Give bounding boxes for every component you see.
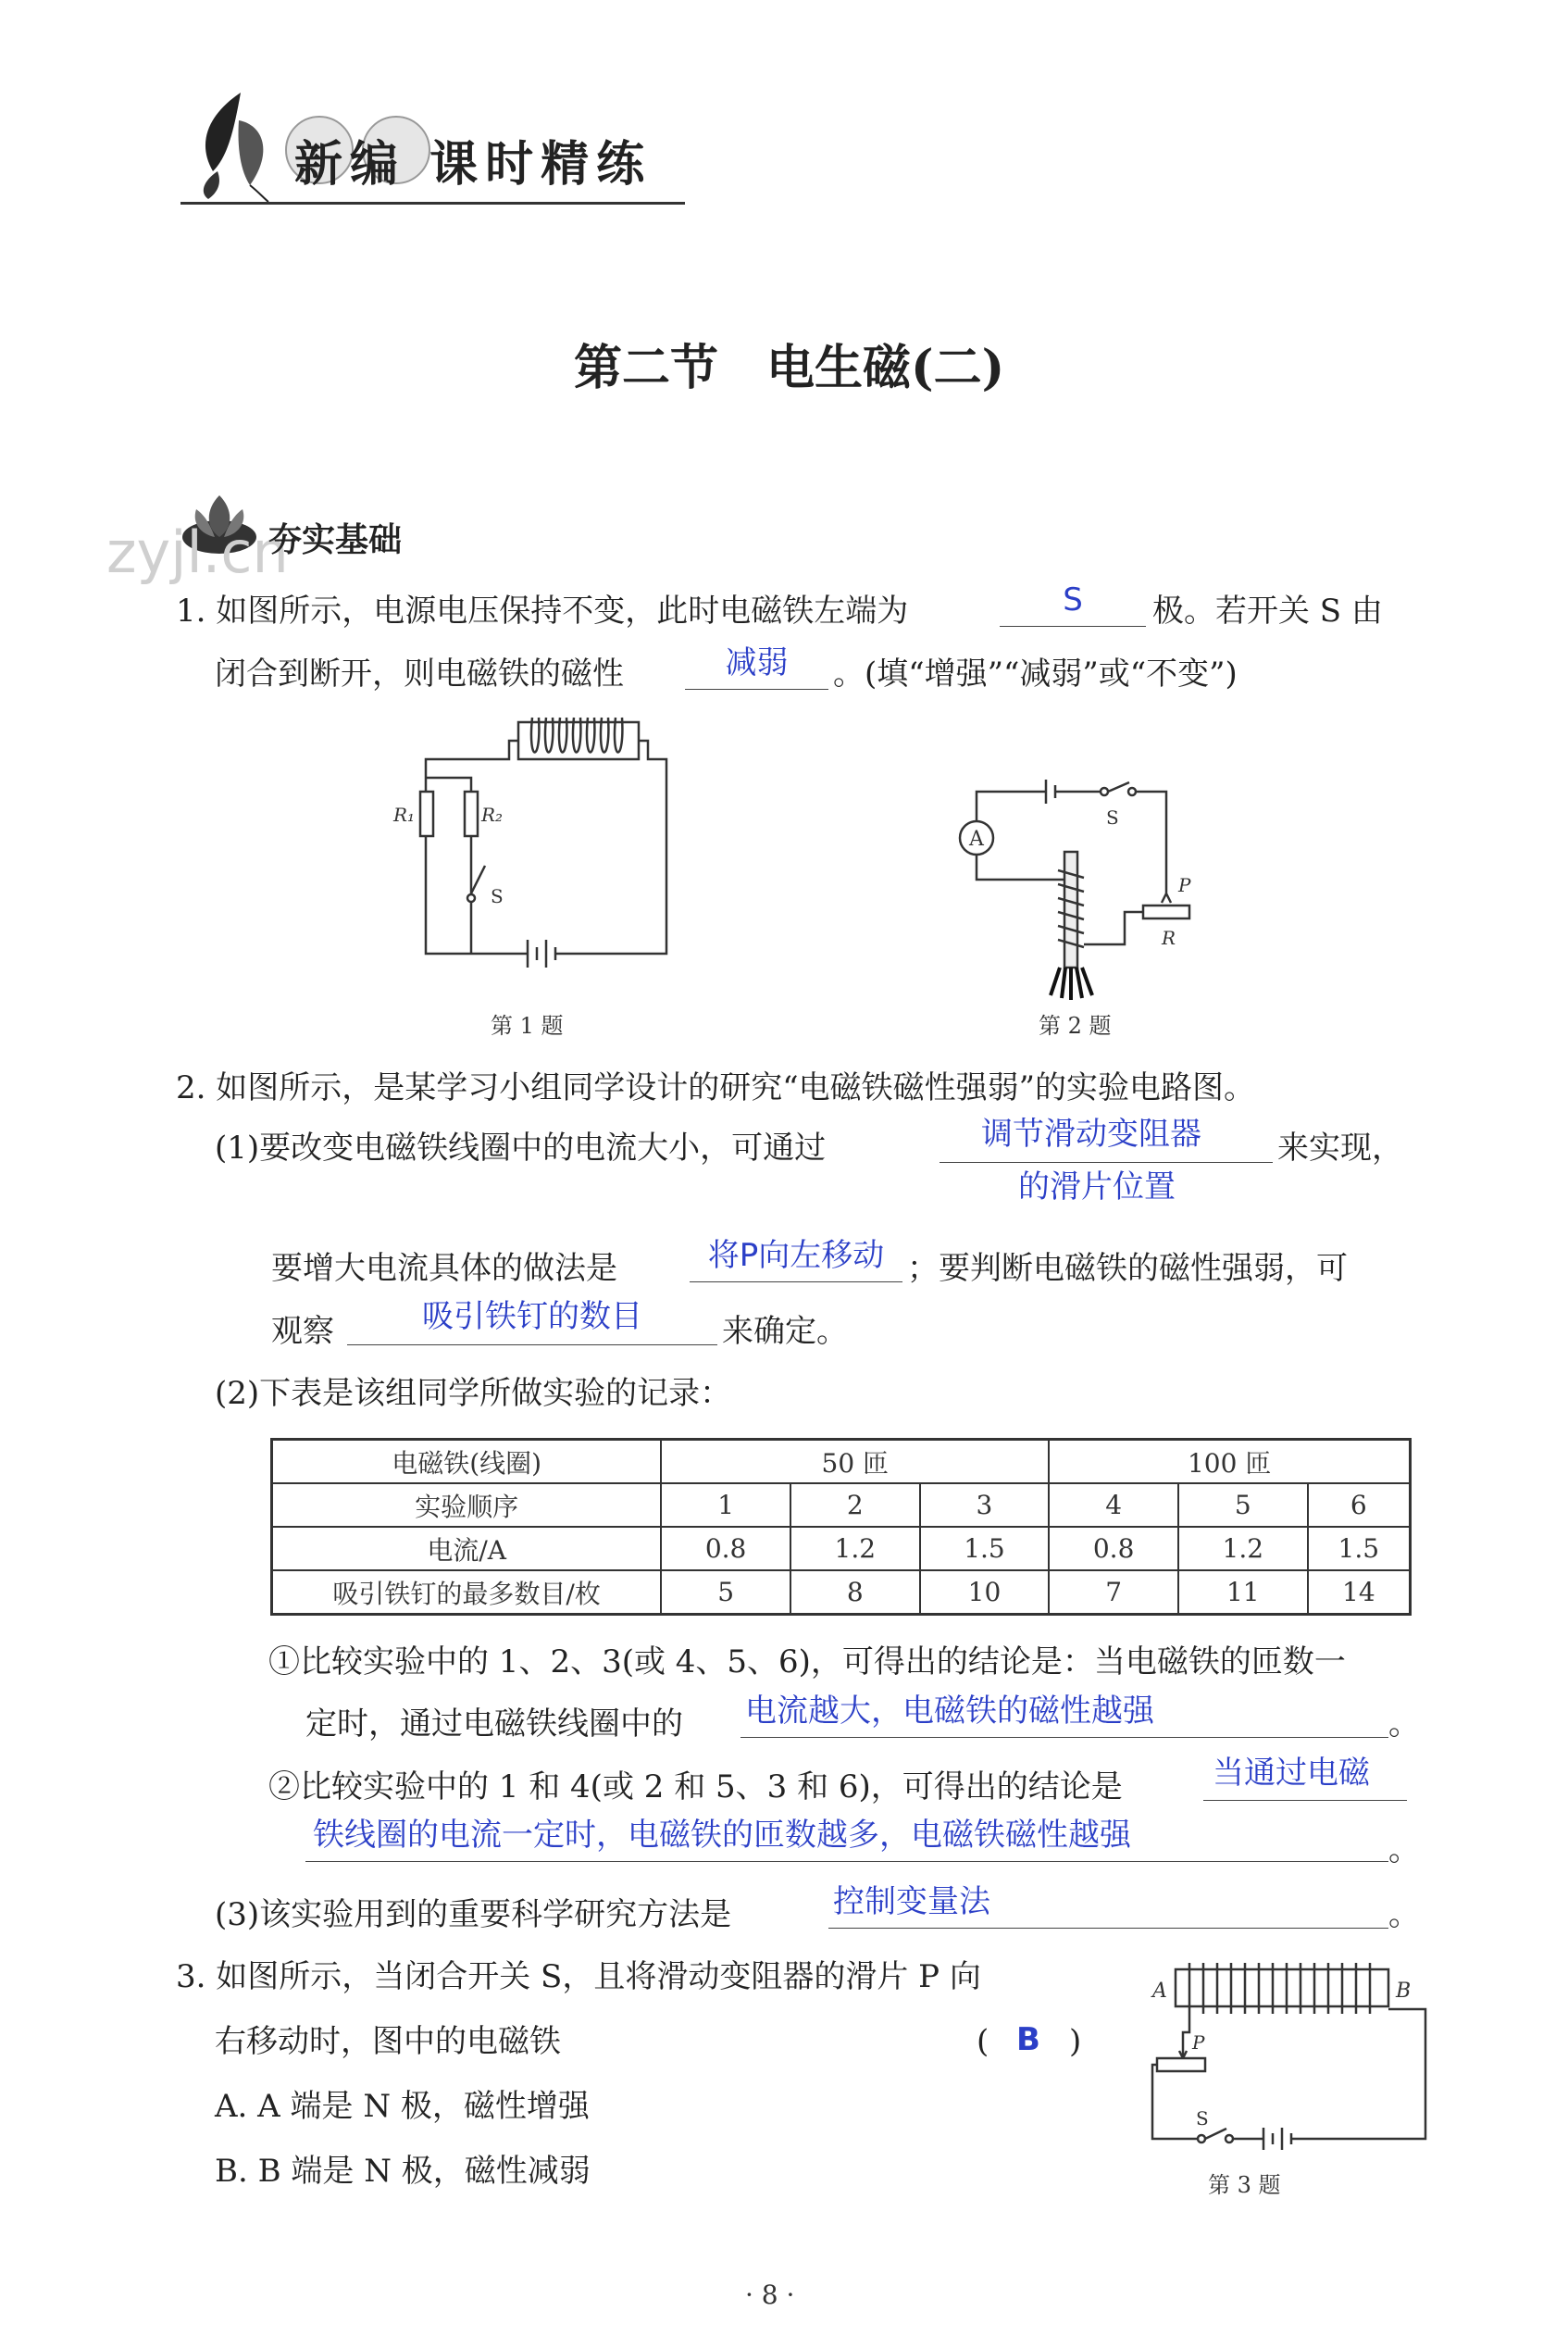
fig1-resistor-r2 — [465, 792, 478, 836]
table-cell: 1.5 — [1308, 1527, 1411, 1570]
table-cell: 2 — [790, 1483, 920, 1527]
q3-option-a: A. A 端是 N 极，磁性增强 — [215, 2088, 590, 2125]
q2-p1-answer-3: 将P向左移动 — [690, 1237, 902, 1282]
q1-line1-text: 1. 如图所示，电源电压保持不变，此时电磁铁左端为 — [176, 593, 909, 630]
q1-line1-tail: 极。若开关 S 由 — [1152, 593, 1383, 630]
table-cell: 5 — [661, 1570, 790, 1615]
fig3-battery — [1263, 2128, 1291, 2150]
q2-p1-line3-tail: 来确定。 — [722, 1313, 848, 1350]
figure-3-circuit — [1148, 1958, 1444, 2143]
fig3-label-p: P — [1192, 2031, 1205, 2054]
q2-p1-text: (1)要改变电磁铁线圈中的电流大小，可通过 — [215, 1130, 827, 1167]
q2-p3-end: 。 — [1388, 1896, 1420, 1933]
fig2-nails — [1051, 968, 1092, 1000]
table-cell: 7 — [1049, 1570, 1178, 1615]
q2-c2-end: 。 — [1388, 1831, 1420, 1868]
fig2-label-r: R — [1162, 927, 1176, 949]
table-cell: 吸引铁钉的最多数目/枚 — [272, 1570, 662, 1615]
table-cell: 1.2 — [1178, 1527, 1308, 1570]
table-row — [272, 1483, 1411, 1527]
fig3-rheostat — [1157, 2058, 1205, 2071]
table-cell: 3 — [920, 1483, 1050, 1527]
q1-line2-text: 闭合到断开，则电磁铁的磁性 — [215, 656, 624, 693]
header-logo — [176, 83, 694, 213]
q2-p3-text: (3)该实验用到的重要科学研究方法是 — [215, 1896, 732, 1933]
q3-paren-left: ( — [977, 2023, 989, 2060]
table-cell: 电流/A — [272, 1527, 662, 1570]
fig1-battery — [528, 940, 555, 968]
fig1-switch — [471, 866, 485, 893]
fig3-label-s: S — [1196, 2107, 1209, 2130]
fig2-label-a: A — [969, 828, 984, 851]
q1-answer-2: 减弱 — [685, 644, 828, 690]
q2-stem: 2. 如图所示，是某学习小组同学设计的研究“电磁铁磁性强弱”的实验电路图。 — [176, 1069, 1256, 1106]
q2-p1-line2-text: 要增大电流具体的做法是 — [271, 1250, 617, 1287]
q2-c1-line1: ①比较实验中的 1、2、3(或 4、5、6)，可得出的结论是：当电磁铁的匝数一 — [268, 1643, 1346, 1680]
fig1-label-r1: R₁ — [393, 804, 416, 826]
q2-p1-line2-tail: ；要判断电磁铁的磁性强弱，可 — [907, 1250, 1348, 1287]
fig2-electromagnet-core — [1064, 852, 1077, 968]
q2-p1-line3-text: 观察 — [271, 1313, 334, 1350]
table-row — [272, 1440, 1411, 1484]
section-label: 夯实基础 — [268, 520, 403, 559]
table-cell: 6 — [1308, 1483, 1411, 1527]
q3-line2: 右移动时，图中的电磁铁 — [215, 2023, 561, 2060]
q3-line1: 3. 如图所示，当闭合开关 S，且将滑动变阻器的滑片 P 向 — [176, 1958, 981, 1995]
fig1-label-r2: R₂ — [481, 804, 504, 826]
q3-paren-right: ) — [1069, 2023, 1082, 2060]
table-cell: 1.5 — [920, 1527, 1050, 1570]
butterfly-icon — [176, 83, 287, 204]
q2-c2-blank-2 — [305, 1861, 1388, 1862]
q1-answer-1: S — [1000, 581, 1146, 627]
section-watermark: zyjl.cn — [106, 518, 289, 586]
table-cell: 8 — [790, 1570, 920, 1615]
q2-p1-tail: 来实现， — [1277, 1130, 1403, 1167]
fig2-battery — [1046, 780, 1055, 804]
q2-c2-blank-1 — [1203, 1800, 1407, 1801]
figure-2-caption: 第 2 题 — [1039, 1013, 1112, 1039]
experiment-table — [270, 1438, 1412, 1616]
table-cell: 0.8 — [1049, 1527, 1178, 1570]
q2-p3-answer: 控制变量法 — [833, 1883, 990, 1920]
q3-option-b: B. B 端是 N 极，磁性减弱 — [215, 2153, 591, 2190]
table-cell: 11 — [1178, 1570, 1308, 1615]
header-title: 新编 课时精练 — [294, 136, 653, 193]
q2-p1-answer-4: 吸引铁钉的数目 — [347, 1298, 717, 1345]
fig1-resistor-r1 — [420, 792, 433, 836]
fig3-label-a: A — [1152, 1980, 1167, 2003]
q2-c2-answer-1: 当通过电磁 — [1213, 1755, 1370, 1792]
table-cell: 电磁铁(线圈) — [272, 1440, 662, 1484]
q2-p3-blank — [828, 1928, 1388, 1929]
q3-answer: B — [1016, 2021, 1040, 2058]
q2-c1-blank — [740, 1737, 1388, 1738]
q2-p1-answer-line2: 的滑片位置 — [1018, 1168, 1176, 1205]
q2-c2-line1: ②比较实验中的 1 和 4(或 2 和 5、3 和 6)，可得出的结论是 — [268, 1768, 1123, 1805]
q2-c1-answer: 电流越大，电磁铁的磁性越强 — [745, 1693, 1154, 1730]
fig1-label-s: S — [491, 885, 504, 907]
table-cell: 14 — [1308, 1570, 1411, 1615]
page-title: 第二节 电生磁(二) — [574, 340, 1005, 396]
fig3-switch — [1205, 2129, 1226, 2139]
q2-c1-end: 。 — [1388, 1705, 1420, 1743]
table-row — [272, 1570, 1411, 1615]
table-cell: 50 匝 — [661, 1440, 1049, 1484]
header-rule — [180, 202, 685, 205]
q1-line2-tail: 。(填“增强”“减弱”或“不变”) — [833, 656, 1238, 693]
q2-c1-line2: 定时，通过电磁铁线圈中的 — [305, 1705, 683, 1743]
fig2-label-s: S — [1106, 806, 1119, 829]
fig1-coil-core — [518, 722, 639, 759]
table-cell: 4 — [1049, 1483, 1178, 1527]
table-cell: 10 — [920, 1570, 1050, 1615]
fig2-rheostat — [1143, 906, 1189, 918]
table-cell: 0.8 — [661, 1527, 790, 1570]
figure-1-caption: 第 1 题 — [491, 1013, 564, 1039]
figure-3-caption: 第 3 题 — [1208, 2172, 1281, 2198]
q2-p1-blank-1 — [940, 1162, 1273, 1163]
q2-c2-answer-2: 铁线圈的电流一定时，电磁铁的匝数越多，电磁铁磁性越强 — [313, 1817, 1131, 1854]
figure-2-circuit — [958, 768, 1217, 1009]
page-number: · 8 · — [745, 2280, 795, 2310]
table-cell: 1 — [661, 1483, 790, 1527]
q2-p1-answer-line1: 调节滑动变阻器 — [981, 1116, 1201, 1153]
fig2-switch — [1108, 782, 1129, 792]
q2-p2-intro: (2)下表是该组同学所做实验的记录： — [215, 1375, 732, 1412]
table-cell: 实验顺序 — [272, 1483, 662, 1527]
table-row — [272, 1527, 1411, 1570]
table-cell: 1.2 — [790, 1527, 920, 1570]
fig2-label-p: P — [1178, 874, 1191, 896]
table-cell: 100 匝 — [1049, 1440, 1410, 1484]
table-cell: 5 — [1178, 1483, 1308, 1527]
fig3-label-b: B — [1396, 1980, 1412, 2003]
figure-1-circuit — [389, 708, 694, 986]
